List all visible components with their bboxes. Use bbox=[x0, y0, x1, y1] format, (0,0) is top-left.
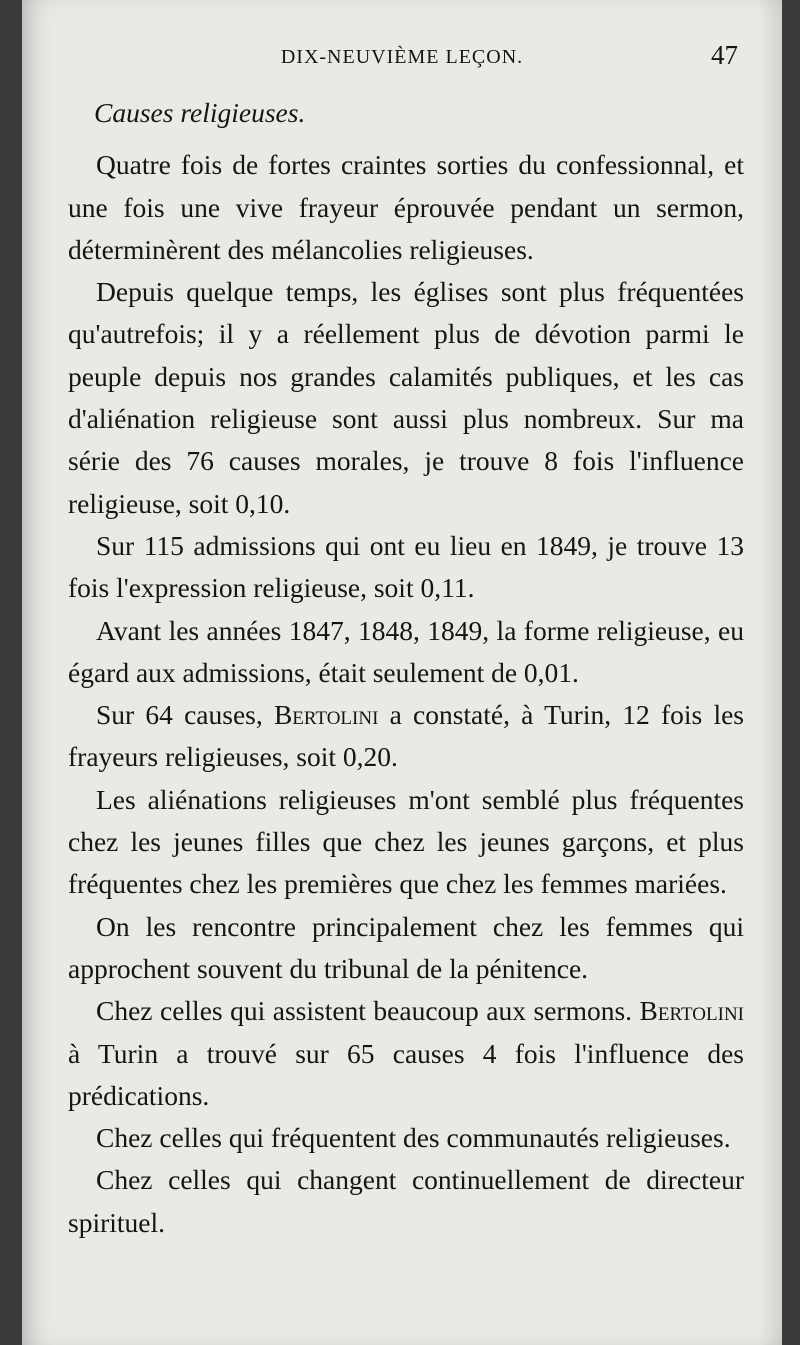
author-name-bertolini: Bertolini bbox=[639, 995, 744, 1027]
paragraph-8-lead: Chez celles qui assistent beaucoup aux sermons. bbox=[96, 995, 640, 1027]
paragraph-5-lead: Sur 64 causes, bbox=[96, 699, 274, 731]
paragraph-3: Sur 115 admissions qui ont eu lieu en 1849, je trouve 13 fois l'expression religieuse, soit 0,11. bbox=[68, 529, 744, 604]
section-title: Causes religieuses. bbox=[94, 97, 306, 128]
paragraph-4: Avant les années 1847, 1848, 1849, la forme religieuse, eu égard aux admissions, était seulement de 0,01. bbox=[68, 614, 744, 688]
paragraph-8-text: à Turin a trouvé sur 65 causes 4 fois l'influence des prédications. bbox=[68, 1037, 744, 1111]
body-text bbox=[68, 92, 744, 1244]
paragraph-7: On les rencontre principalement chez les femmes qui approchent souvent du tribunal de la pénitence. bbox=[68, 910, 744, 984]
paragraph-5 bbox=[68, 694, 744, 779]
page-number: 47 bbox=[711, 40, 738, 70]
paragraph-8 bbox=[68, 990, 744, 1117]
running-head: DIX-NEUVIÈME LEÇON. bbox=[280, 46, 524, 68]
paragraph-5-text: a constaté, à Turin, 12 fois les frayeurs religieuses, soit 0,20. bbox=[68, 699, 744, 773]
paragraph-9: Chez celles qui fréquentent des communautés religieuses. bbox=[96, 1122, 731, 1154]
book-page bbox=[22, 0, 782, 1345]
paragraph-2: Depuis quelque temps, les églises sont plus fréquentées qu'autrefois; il y a réellement plus de dévotion parmi le peuple depuis nos grandes calamités publiques, et les cas d'aliénation religieuse sont aussi plus nombreux. Sur ma série des 76 causes morales, je trouve 8 fois l'influence religieuse, soit 0,10. bbox=[68, 276, 744, 519]
paragraph-1: Quatre fois de fortes craintes sorties du confessionnal, et une fois une vive frayeur éprouvée pendant un sermon, déterminèrent des mélancolies religieuses. bbox=[68, 149, 744, 265]
paragraph-10: Chez celles qui changent continuellement de directeur spirituel. bbox=[68, 1164, 744, 1238]
paragraph-6: Les aliénations religieuses m'ont semblé plus fréquentes chez les jeunes filles que chez les jeunes garçons, et plus fréquentes chez les premières que chez les femmes mariées. bbox=[68, 783, 744, 900]
author-name-bertolini: Bertolini bbox=[273, 699, 379, 731]
